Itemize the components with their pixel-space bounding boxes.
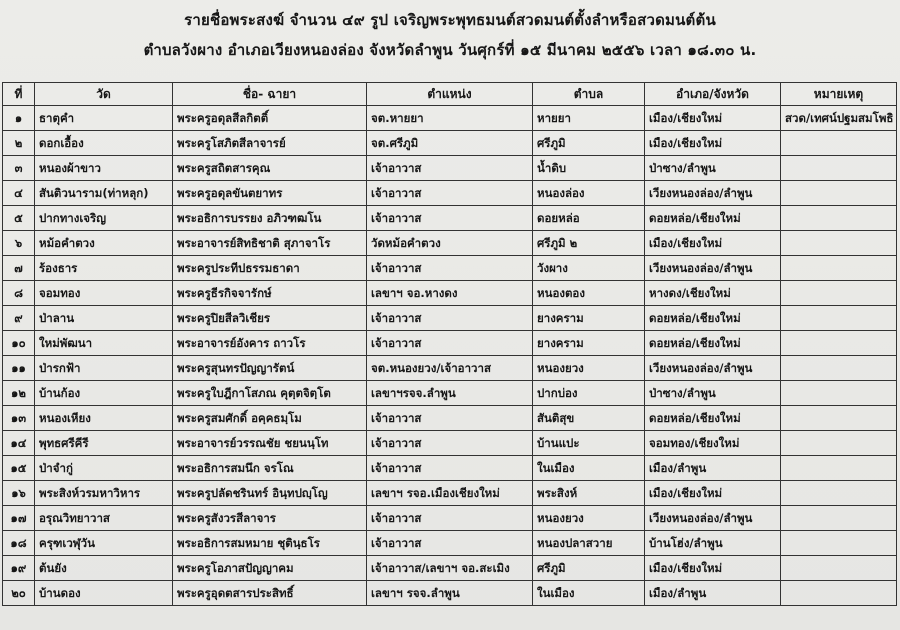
monk-name-cell: พระอาจารย์อังคาร ถาวโร bbox=[173, 331, 367, 356]
subdistrict-cell: หนองยวง bbox=[533, 506, 645, 531]
monk-name-cell: พระอธิการสมนึก จรโณ bbox=[173, 456, 367, 481]
position-cell: เจ้าอาวาส bbox=[367, 406, 533, 431]
row-number-cell: ๑๒ bbox=[3, 381, 35, 406]
position-cell: เจ้าอาวาส bbox=[367, 331, 533, 356]
position-cell: จต.หนองยวง/เจ้าอาวาส bbox=[367, 356, 533, 381]
remark-cell bbox=[781, 581, 897, 606]
row-number-cell: ๑๐ bbox=[3, 331, 35, 356]
header-remark: หมายเหตุ bbox=[781, 83, 897, 106]
temple-name-cell: พระสิงห์วรมหาวิหาร bbox=[35, 481, 173, 506]
temple-name-cell: พุทธศรีคีรี bbox=[35, 431, 173, 456]
remark-cell bbox=[781, 381, 897, 406]
row-number-cell: ๑ bbox=[3, 106, 35, 131]
subdistrict-cell: สันติสุข bbox=[533, 406, 645, 431]
remark-cell bbox=[781, 531, 897, 556]
row-number-cell: ๘ bbox=[3, 281, 35, 306]
district-province-cell: ดอยหล่อ/เชียงใหม่ bbox=[645, 331, 781, 356]
table-row bbox=[3, 256, 897, 281]
subdistrict-cell: ยางคราม bbox=[533, 306, 645, 331]
remark-cell bbox=[781, 506, 897, 531]
monk-name-cell: พระครูอดุลขันตยาทร bbox=[173, 181, 367, 206]
district-province-cell: เวียงหนองล่อง/ลำพูน bbox=[645, 506, 781, 531]
district-province-cell: บ้านโฮ่ง/ลำพูน bbox=[645, 531, 781, 556]
position-cell: จต.หายยา bbox=[367, 106, 533, 131]
remark-cell bbox=[781, 181, 897, 206]
row-number-cell: ๗ bbox=[3, 256, 35, 281]
subdistrict-cell: บ้านแปะ bbox=[533, 431, 645, 456]
table-row bbox=[3, 156, 897, 181]
remark-cell bbox=[781, 131, 897, 156]
monk-name-cell: พระครูสุนทรปัญญารัตน์ bbox=[173, 356, 367, 381]
table-row bbox=[3, 206, 897, 231]
temple-name-cell: ใหม่พัฒนา bbox=[35, 331, 173, 356]
district-province-cell: เมือง/เชียงใหม่ bbox=[645, 481, 781, 506]
position-cell: เจ้าอาวาส/เลขาฯ จอ.สะเมิง bbox=[367, 556, 533, 581]
row-number-cell: ๖ bbox=[3, 231, 35, 256]
remark-cell bbox=[781, 306, 897, 331]
district-province-cell: เมือง/เชียงใหม่ bbox=[645, 556, 781, 581]
temple-name-cell: หนองเหียง bbox=[35, 406, 173, 431]
subdistrict-cell: หนองล่อง bbox=[533, 181, 645, 206]
monk-roster-table bbox=[2, 82, 897, 606]
remark-cell bbox=[781, 231, 897, 256]
subdistrict-cell: วังผาง bbox=[533, 256, 645, 281]
subdistrict-cell: ดอยหล่อ bbox=[533, 206, 645, 231]
document-subtitle: ตำบลวังผาง อำเภอเวียงหนองล่อง จังหวัดลำพูน วันศุกร์ที่ ๑๕ มีนาคม ๒๕๕๖ เวลา ๑๘.๓๐ น. bbox=[143, 41, 757, 59]
position-cell: เลขาฯ รจจ.ลำพูน bbox=[367, 581, 533, 606]
position-cell: จต.ศรีภูมิ bbox=[367, 131, 533, 156]
row-number-cell: ๒๐ bbox=[3, 581, 35, 606]
subdistrict-cell: ปากบ่อง bbox=[533, 381, 645, 406]
monk-name-cell: พระอาจารย์สิทธิชาติ สุภาจาโร bbox=[173, 231, 367, 256]
table-row bbox=[3, 531, 897, 556]
table-row bbox=[3, 456, 897, 481]
table-row bbox=[3, 181, 897, 206]
district-province-cell: เวียงหนองล่อง/ลำพูน bbox=[645, 181, 781, 206]
temple-name-cell: ป่าลาน bbox=[35, 306, 173, 331]
subdistrict-cell: ยางคราม bbox=[533, 331, 645, 356]
row-number-cell: ๒ bbox=[3, 131, 35, 156]
temple-name-cell: ป่ารกฟ้า bbox=[35, 356, 173, 381]
row-number-cell: ๔ bbox=[3, 181, 35, 206]
header-district-province: อำเภอ/จังหวัด bbox=[645, 83, 781, 106]
remark-cell bbox=[781, 281, 897, 306]
position-cell: เลขาฯรจจ.ลำพูน bbox=[367, 381, 533, 406]
row-number-cell: ๑๕ bbox=[3, 456, 35, 481]
position-cell: เลขาฯ รจอ.เมืองเชียงใหม่ bbox=[367, 481, 533, 506]
monk-name-cell: พระครูอดุลสีลกิตติ์ bbox=[173, 106, 367, 131]
position-cell: เจ้าอาวาส bbox=[367, 256, 533, 281]
table-row bbox=[3, 106, 897, 131]
row-number-cell: ๑๗ bbox=[3, 506, 35, 531]
subdistrict-cell: หนองปลาสวาย bbox=[533, 531, 645, 556]
table-row bbox=[3, 481, 897, 506]
row-number-cell: ๑๘ bbox=[3, 531, 35, 556]
remark-cell bbox=[781, 256, 897, 281]
remark-cell bbox=[781, 406, 897, 431]
table-row bbox=[3, 231, 897, 256]
table-row bbox=[3, 556, 897, 581]
position-cell: เจ้าอาวาส bbox=[367, 306, 533, 331]
remark-cell bbox=[781, 331, 897, 356]
temple-name-cell: หม้อคำตวง bbox=[35, 231, 173, 256]
subdistrict-cell: พระสิงห์ bbox=[533, 481, 645, 506]
subdistrict-cell: ในเมือง bbox=[533, 456, 645, 481]
table-row bbox=[3, 131, 897, 156]
district-province-cell: หางดง/เชียงใหม่ bbox=[645, 281, 781, 306]
monk-name-cell: พระครูธีรกิจจารักษ์ bbox=[173, 281, 367, 306]
district-province-cell: เวียงหนองล่อง/ลำพูน bbox=[645, 256, 781, 281]
header-temple: วัด bbox=[35, 83, 173, 106]
temple-name-cell: ปากทางเจริญ bbox=[35, 206, 173, 231]
subdistrict-cell: ศรีภูมิ bbox=[533, 131, 645, 156]
remark-cell bbox=[781, 356, 897, 381]
temple-name-cell: สันติวนาราม(ท่าหลุก) bbox=[35, 181, 173, 206]
row-number-cell: ๑๙ bbox=[3, 556, 35, 581]
monk-name-cell: พระอธิการบรรยง อภิวฑฒโน bbox=[173, 206, 367, 231]
header-position: ตำแหน่ง bbox=[367, 83, 533, 106]
subdistrict-cell: หนองตอง bbox=[533, 281, 645, 306]
row-number-cell: ๓ bbox=[3, 156, 35, 181]
temple-name-cell: บ้านดอง bbox=[35, 581, 173, 606]
subdistrict-cell: หนองยวง bbox=[533, 356, 645, 381]
district-province-cell: ดอยหล่อ/เชียงใหม่ bbox=[645, 306, 781, 331]
row-number-cell: ๕ bbox=[3, 206, 35, 231]
table-row bbox=[3, 331, 897, 356]
district-province-cell: จอมทอง/เชียงใหม่ bbox=[645, 431, 781, 456]
table-body bbox=[3, 106, 897, 606]
table-row bbox=[3, 306, 897, 331]
subdistrict-cell: น้ำดิบ bbox=[533, 156, 645, 181]
monk-name-cell: พระครูปิยสีลวิเชียร bbox=[173, 306, 367, 331]
monk-name-cell: พระครูสังวรสีลาจาร bbox=[173, 506, 367, 531]
monk-name-cell: พระครูประทีปธรรมธาดา bbox=[173, 256, 367, 281]
row-number-cell: ๙ bbox=[3, 306, 35, 331]
subdistrict-cell: หายยา bbox=[533, 106, 645, 131]
table-row bbox=[3, 356, 897, 381]
monk-name-cell: พระครูโอภาสปัญญาคม bbox=[173, 556, 367, 581]
district-province-cell: เมือง/ลำพูน bbox=[645, 456, 781, 481]
header-number: ที่ bbox=[3, 83, 35, 106]
temple-name-cell: บ้านก้อง bbox=[35, 381, 173, 406]
position-cell: วัดหม้อคำตวง bbox=[367, 231, 533, 256]
district-province-cell: ดอยหล่อ/เชียงใหม่ bbox=[645, 206, 781, 231]
position-cell: เจ้าอาวาส bbox=[367, 431, 533, 456]
remark-cell bbox=[781, 206, 897, 231]
table-row bbox=[3, 406, 897, 431]
district-province-cell: ป่าซาง/ลำพูน bbox=[645, 381, 781, 406]
temple-name-cell: ต้นยัง bbox=[35, 556, 173, 581]
table-header-row bbox=[3, 83, 897, 106]
remark-cell bbox=[781, 481, 897, 506]
monk-name-cell: พระครูสมศักดิ์ อคฺคธมฺโม bbox=[173, 406, 367, 431]
header-subdistrict: ตำบล bbox=[533, 83, 645, 106]
monk-name-cell: พระครูอุดตสารประสิทธิ์ bbox=[173, 581, 367, 606]
district-province-cell: เมือง/เชียงใหม่ bbox=[645, 106, 781, 131]
position-cell: เลขาฯ จอ.หางดง bbox=[367, 281, 533, 306]
position-cell: เจ้าอาวาส bbox=[367, 456, 533, 481]
monk-name-cell: พระอธิการสมหมาย ชุตินฺธโร bbox=[173, 531, 367, 556]
row-number-cell: ๑๖ bbox=[3, 481, 35, 506]
monk-name-cell: พระครูโสภิตสีลาจารย์ bbox=[173, 131, 367, 156]
district-province-cell: ดอยหล่อ/เชียงใหม่ bbox=[645, 406, 781, 431]
subdistrict-cell: ในเมือง bbox=[533, 581, 645, 606]
district-province-cell: เมือง/เชียงใหม่ bbox=[645, 231, 781, 256]
temple-name-cell: อรุณวิทยาวาส bbox=[35, 506, 173, 531]
row-number-cell: ๑๓ bbox=[3, 406, 35, 431]
remark-cell bbox=[781, 456, 897, 481]
row-number-cell: ๑๑ bbox=[3, 356, 35, 381]
district-province-cell: เวียงหนองล่อง/ลำพูน bbox=[645, 356, 781, 381]
remark-cell bbox=[781, 156, 897, 181]
table-row bbox=[3, 581, 897, 606]
table-row bbox=[3, 506, 897, 531]
position-cell: เจ้าอาวาส bbox=[367, 181, 533, 206]
monk-name-cell: พระครูปลัดชรินทร์ อินฺทปญฺโญ bbox=[173, 481, 367, 506]
subdistrict-cell: ศรีภูมิ bbox=[533, 556, 645, 581]
remark-cell: สวด/เทศน์ปฐมสมโพธิ bbox=[781, 106, 897, 131]
district-province-cell: ป่าซาง/ลำพูน bbox=[645, 156, 781, 181]
district-province-cell: เมือง/เชียงใหม่ bbox=[645, 131, 781, 156]
row-number-cell: ๑๔ bbox=[3, 431, 35, 456]
temple-name-cell: ธาตุคำ bbox=[35, 106, 173, 131]
remark-cell bbox=[781, 556, 897, 581]
district-province-cell: เมือง/ลำพูน bbox=[645, 581, 781, 606]
position-cell: เจ้าอาวาส bbox=[367, 156, 533, 181]
temple-name-cell: ดอกเอื้อง bbox=[35, 131, 173, 156]
header-name: ชื่อ- ฉายา bbox=[173, 83, 367, 106]
temple-name-cell: ป่าจำกู่ bbox=[35, 456, 173, 481]
position-cell: เจ้าอาวาส bbox=[367, 531, 533, 556]
temple-name-cell: ร้องธาร bbox=[35, 256, 173, 281]
monk-name-cell: พระอาจารย์วรรณชัย ชยนนฺโท bbox=[173, 431, 367, 456]
table-row bbox=[3, 431, 897, 456]
monk-name-cell: พระครูสถิตสารคุณ bbox=[173, 156, 367, 181]
document-title: รายชื่อพระสงฆ์ จำนวน ๔๙ รูป เจริญพระพุทธมนต์สวดมนต์ตั้งลำหรือสวดมนต์ต้น bbox=[184, 11, 716, 29]
temple-name-cell: จอมทอง bbox=[35, 281, 173, 306]
remark-cell bbox=[781, 431, 897, 456]
temple-name-cell: ครุฑเวฬุวัน bbox=[35, 531, 173, 556]
table-row bbox=[3, 381, 897, 406]
table-row bbox=[3, 281, 897, 306]
temple-name-cell: หนองผ้าขาว bbox=[35, 156, 173, 181]
position-cell: เจ้าอาวาส bbox=[367, 206, 533, 231]
subdistrict-cell: ศรีภูมิ ๒ bbox=[533, 231, 645, 256]
monk-name-cell: พระครูใบฎีกาโสภณ คุตฺตจิตฺโต bbox=[173, 381, 367, 406]
position-cell: เจ้าอาวาส bbox=[367, 506, 533, 531]
